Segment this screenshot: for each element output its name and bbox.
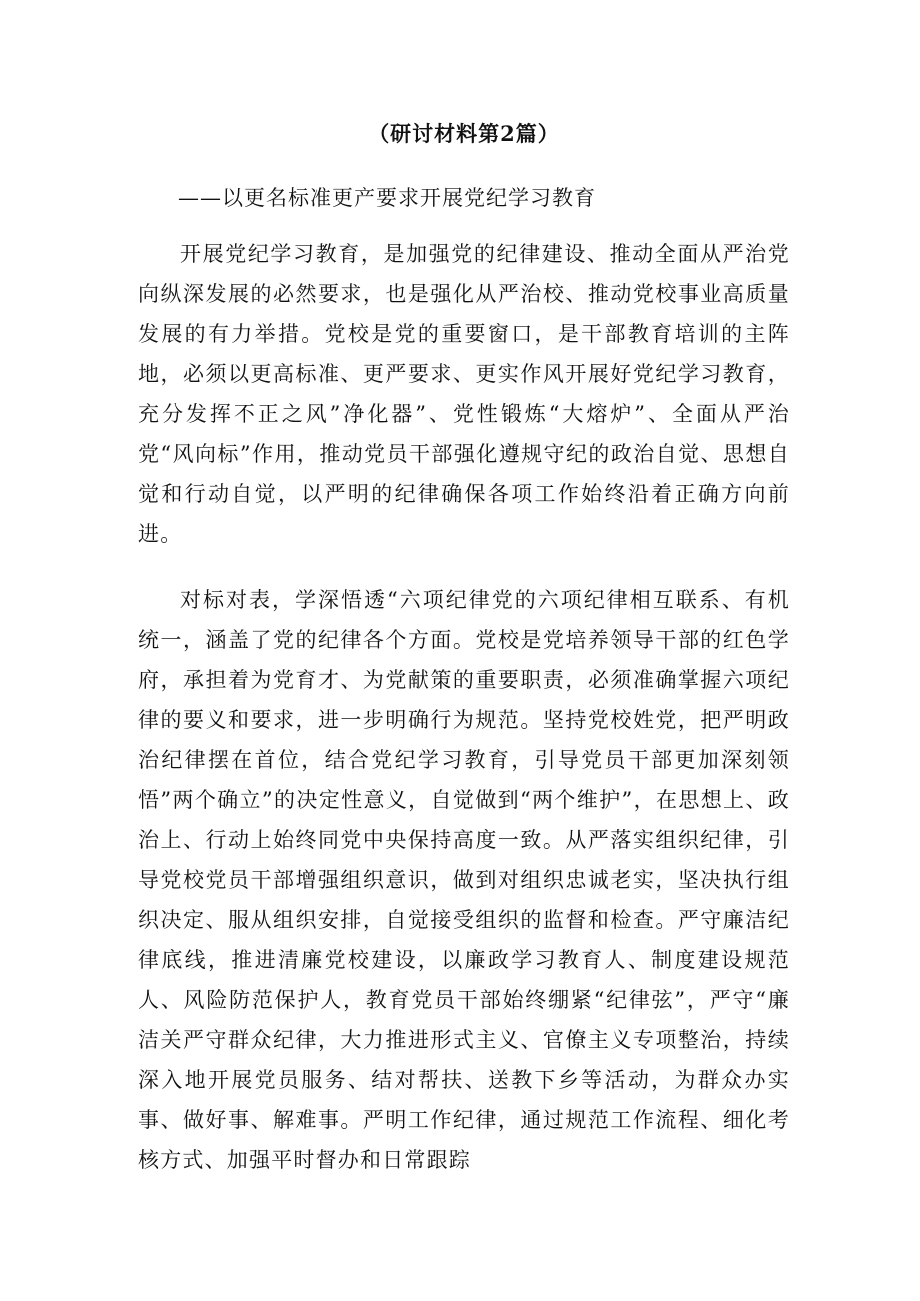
body-paragraph-1: 开展党纪学习教育，是加强党的纪律建设、推动全面从严治党向纵深发展的必然要求，也是强化从严治校、推动党校事业高质量发展的有力举措。党校是党的重要窗口，是干部教育培训的主阵地，必须以更高标准、更严要求、更实作风开展好党纪学习教育，充分发挥不正之风”净化器”、党性锻炼“大熔炉”、全面从严治党“风向标”作用，推动党员干部强化遵规守纪的政治自觉、思想自觉和行动自觉，以严明的纪律确保各项工作始终沿着正确方向前进。	[138, 242, 790, 546]
document-subtitle: ——以更名标准更产要求开展党纪学习教育	[178, 186, 596, 210]
document-page	[138, 112, 790, 1180]
document-title: （研讨材料第2篇）	[368, 121, 560, 146]
body-paragraph-2: 对标对表，学深悟透“六项纪律党的六项纪律相互联系、有机统一，涵盖了党的纪律各个方面。党校是党培养领导干部的红色学府，承担着为党育才、为党献策的重要职责，必须准确掌握六项纪律的要义和要求，进一步明确行为规范。坚持党校姓党，把严明政治纪律摆在首位，结合党纪学习教育，引导党员干部更加深刻领悟”两个确立”的决定性意义，自觉做到“两个维护”，在思想上、政治上、行动上始终同党中央保持高度一致。从严落实组织纪律，引导党校党员干部增强组织意识，做到对组织忠诚老实，坚决执行组织决定、服从组织安排，自觉接受组织的监督和检查。严守廉洁纪律底线，推进清廉党校建设，以廉政学习教育人、制度建设规范人、风险防范保护人，教育党员干部始终绷紧“纪律弦”，严守“廉洁关严守群众纪律，大力推进形式主义、官僚主义专项整治，持续深入地开展党员服务、结对帮扶、送教下乡等活动，为群众办实事、做好事、解难事。严明工作纪律，通过规范工作流程、细化考核方式、加强平时督办和日常跟踪	[138, 588, 790, 1172]
